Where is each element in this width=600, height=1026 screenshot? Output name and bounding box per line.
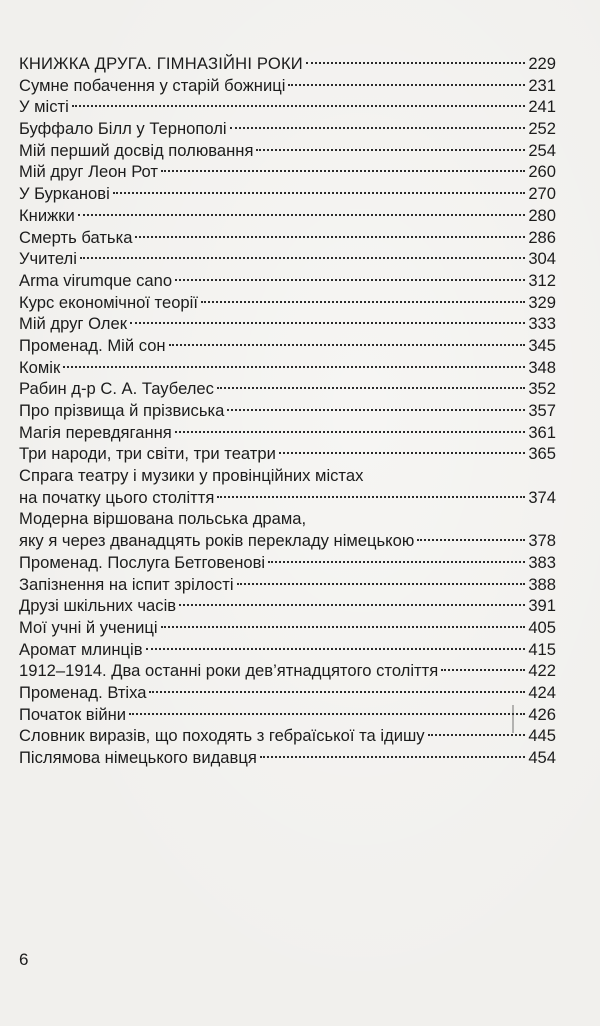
- toc-entry-title: У Бурканові: [19, 184, 110, 204]
- dot-leader: [260, 756, 525, 758]
- toc-entry-page: 383: [528, 552, 556, 572]
- toc-entry-page: 422: [528, 661, 556, 681]
- toc-entry: [19, 183, 556, 205]
- toc-entry: [19, 422, 556, 444]
- toc-entry-title: Рабин д-р С. А. Таубелес: [19, 379, 214, 399]
- toc-entry: [19, 574, 556, 596]
- dot-leader: [428, 734, 526, 736]
- dot-leader: [72, 105, 525, 107]
- toc-entry: [19, 639, 556, 661]
- dot-leader: [169, 344, 526, 346]
- dot-leader: [161, 170, 525, 172]
- toc-entry-page: 312: [528, 270, 556, 290]
- toc-entry-title: Мій перший досвід полювання: [19, 140, 254, 160]
- toc-entry-page: 345: [528, 335, 556, 355]
- dot-leader: [237, 583, 526, 585]
- toc-entry-page: 286: [528, 227, 556, 247]
- toc-entry: [19, 704, 556, 726]
- toc-entry-page: 254: [528, 140, 556, 160]
- toc-entry-title: на початку цього століття: [19, 487, 215, 507]
- toc-entry-page: 333: [528, 314, 556, 334]
- dot-leader: [306, 62, 525, 64]
- toc-entry: [19, 378, 556, 400]
- toc-entry-title: Післямова німецького видавця: [19, 748, 257, 767]
- toc-entry-page: 280: [528, 205, 556, 225]
- toc-entry-page: 426: [528, 704, 556, 724]
- dot-leader: [217, 496, 525, 498]
- print-mark: [512, 705, 514, 733]
- page-number: 6: [19, 950, 29, 969]
- toc-entry-page: 445: [528, 726, 556, 746]
- toc-entry-page: 231: [528, 75, 556, 95]
- toc-entry-page: 252: [528, 119, 556, 139]
- toc-entry: [19, 270, 556, 292]
- toc-entry-page: 270: [528, 184, 556, 204]
- toc-entry: [19, 660, 556, 682]
- toc-entry-title: Комік: [19, 357, 61, 377]
- dot-leader: [161, 626, 526, 628]
- toc-entry-page: 241: [528, 97, 556, 117]
- toc-entry: [19, 530, 556, 552]
- dot-leader: [63, 366, 525, 368]
- toc-entry-title-line: Спрага театру і музики у провінційних містах: [19, 466, 364, 486]
- toc-entry-title: Словник виразів, що походять з гебраїської та ідишу: [19, 726, 425, 746]
- toc-entry-page: 329: [528, 292, 556, 312]
- toc-entry-title: Книжки: [19, 205, 75, 225]
- toc-entry-title: Arma virumque cano: [19, 270, 173, 290]
- toc-entry-title: Мій друг Олек: [19, 314, 127, 334]
- dot-leader: [78, 214, 526, 216]
- dot-leader: [256, 149, 525, 151]
- toc-entry: [19, 487, 556, 509]
- dot-leader: [135, 236, 525, 238]
- toc-entry-page: 388: [528, 574, 556, 594]
- toc-entry-title: Мій друг Леон Рот: [19, 162, 158, 182]
- toc-entry-page: 405: [528, 617, 556, 637]
- toc-entry: [19, 400, 556, 422]
- toc-entry-page: 304: [528, 249, 556, 269]
- toc-entry: [19, 140, 556, 162]
- toc-entry-title: 1912–1914. Два останні роки дев’ятнадцятого століття: [19, 661, 439, 681]
- toc-entry: [19, 118, 556, 140]
- toc-entry-title: Аромат млинців: [19, 639, 143, 659]
- toc-entry: [19, 335, 556, 357]
- table-of-contents: [19, 53, 556, 769]
- toc-entry: [19, 313, 556, 335]
- toc-entry-title: У місті: [19, 97, 69, 117]
- dot-leader: [279, 452, 525, 454]
- toc-entry-title: Учителі: [19, 249, 77, 269]
- dot-leader: [146, 648, 526, 650]
- dot-leader: [268, 561, 525, 563]
- toc-entry-title: Мої учні й учениці: [19, 617, 158, 637]
- toc-entry-title-line: Модерна віршована польська драма,: [19, 509, 307, 529]
- toc-entry: [19, 292, 556, 314]
- toc-entry: [19, 682, 556, 704]
- dot-leader: [230, 127, 526, 129]
- dot-leader: [201, 301, 525, 303]
- toc-entry-title: Магія перевдягання: [19, 422, 172, 442]
- toc-entry: [19, 443, 556, 465]
- toc-entry: [19, 725, 556, 747]
- dot-leader: [129, 713, 525, 715]
- dot-leader: [417, 539, 525, 541]
- toc-entry-page: 365: [528, 444, 556, 464]
- dot-leader: [441, 669, 525, 671]
- toc-entry: [19, 552, 556, 574]
- dot-leader: [217, 387, 525, 389]
- dot-leader: [227, 409, 525, 411]
- toc-entry-page: 415: [528, 639, 556, 659]
- toc-entry-page: 391: [528, 596, 556, 616]
- dot-leader: [130, 322, 525, 324]
- dot-leader: [80, 257, 525, 259]
- toc-entry-page: 348: [528, 357, 556, 377]
- toc-entry-title: Променад. Втіха: [19, 682, 147, 702]
- toc-entry-title: Курс економічної теорії: [19, 292, 198, 312]
- toc-entry-title: Початок війни: [19, 704, 127, 724]
- toc-entry: [19, 357, 556, 379]
- toc-section-heading: [19, 53, 556, 75]
- toc-entry-page: 424: [528, 682, 556, 702]
- toc-entry-page: 260: [528, 162, 556, 182]
- toc-entry-page: 454: [528, 748, 556, 767]
- toc-entry-title: КНИЖКА ДРУГА. ГІМНАЗІЙНІ РОКИ: [19, 54, 303, 73]
- toc-entry-page: 374: [528, 487, 556, 507]
- toc-entry-title: Про прізвища й прізвиська: [19, 401, 225, 420]
- dot-leader: [175, 431, 526, 433]
- toc-entry-title: Три народи, три світи, три театри: [19, 444, 276, 464]
- toc-entry-page: 378: [528, 531, 556, 551]
- dot-leader: [113, 192, 526, 194]
- toc-entry: [19, 96, 556, 118]
- toc-entry-page: 361: [528, 422, 556, 442]
- toc-entry: [19, 161, 556, 183]
- dot-leader: [179, 604, 525, 606]
- toc-entry-title: Сумне побачення у старій божниці: [19, 75, 286, 95]
- toc-entry-page: 357: [528, 401, 556, 420]
- toc-entry-title: Запізнення на іспит зрілості: [19, 574, 234, 594]
- toc-entry: [19, 595, 556, 617]
- toc-entry-title: яку я через дванадцять років перекладу німецькою: [19, 531, 415, 551]
- toc-entry: [19, 205, 556, 227]
- toc-entry-title: Друзі шкільних часів: [19, 596, 177, 616]
- toc-entry-title: Променад. Послуга Бетговенові: [19, 552, 266, 572]
- dot-leader: [149, 691, 525, 693]
- toc-entry-title: Смерть батька: [19, 227, 133, 247]
- toc-entry-page: 352: [528, 379, 556, 399]
- toc-entry-title: Буффало Білл у Тернополі: [19, 119, 227, 139]
- toc-entry-page: 229: [528, 54, 556, 73]
- toc-entry: [19, 75, 556, 97]
- toc-entry: [19, 617, 556, 639]
- toc-entry: [19, 747, 556, 769]
- toc-entry: [19, 227, 556, 249]
- toc-entry: [19, 248, 556, 270]
- dot-leader: [175, 279, 525, 281]
- dot-leader: [288, 84, 525, 86]
- toc-entry-title: Променад. Мій сон: [19, 335, 166, 355]
